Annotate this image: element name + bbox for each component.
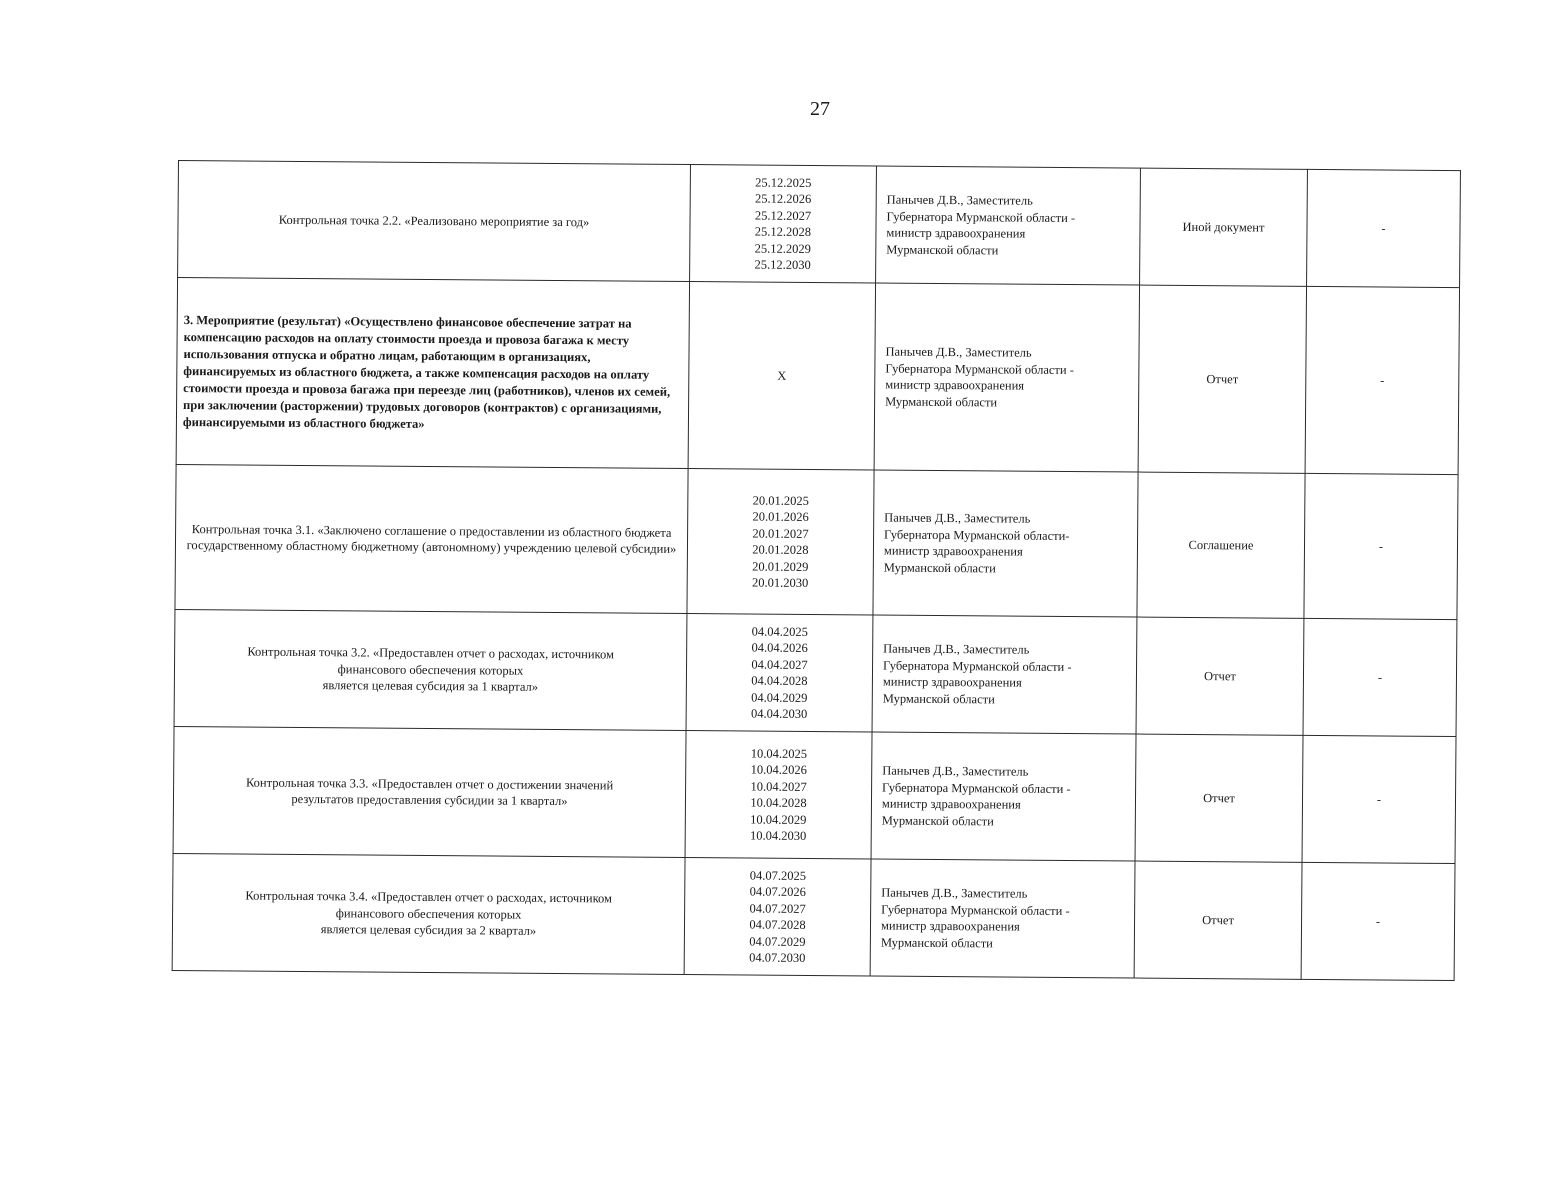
date: 25.12.2029 xyxy=(754,241,812,256)
event-name-cell: Контрольная точка 3.2. «Предоставлен отчет о расходах, источником финансового обеспечения которых является целевая субсидия за 1 квартал» xyxy=(174,609,687,730)
date: 04.04.2030 xyxy=(750,706,808,721)
extra-cell: - xyxy=(1302,735,1456,863)
date: 25.12.2025 xyxy=(755,175,812,190)
date: 10.04.2026 xyxy=(750,762,807,777)
date: 25.12.2030 xyxy=(754,257,811,272)
document-type-cell: Отчет xyxy=(1134,861,1302,979)
extra-cell: - xyxy=(1305,286,1459,474)
date: 04.07.2026 xyxy=(749,884,806,899)
date: 04.04.2028 xyxy=(751,673,808,688)
table-row xyxy=(178,161,1461,288)
responsible-cell: Панычев Д.В., Заместитель Губернатора Мурманской области - министр здравоохранения Мурманской области xyxy=(871,732,1136,861)
responsible-cell: Панычев Д.В., Заместитель Губернатора Мурманской области - министр здравоохранения Мурманской области xyxy=(874,283,1139,472)
date: 25.12.2027 xyxy=(754,208,812,223)
document-type-cell: Иной документ xyxy=(1140,168,1308,286)
date: 10.04.2028 xyxy=(750,795,807,810)
event-name-cell: Контрольная точка 3.3. «Предоставлен отчет о достижении значений результатов предоставления субсидии за 1 квартал» xyxy=(173,726,686,857)
date: 10.04.2027 xyxy=(750,779,807,794)
event-name-cell: Контрольная точка 2.2. «Реализовано мероприятие за год» xyxy=(178,161,691,282)
dates-cell: Х xyxy=(688,282,875,470)
event-name-cell: 3. Мероприятие (результат) «Осуществлено финансовое обеспечение затрат на компенсацию расходов на оплату стоимости проезда и провоза багажа к месту использования отпуска и обратно лицам, работающим в организациях, финансируемых из областного бюджета, а также компенсация расходов на оплату стоимости проезда и провоза багажа при переезде лиц (работников), членов их семей, при заключении (расторжении) трудовых договоров (контрактов) с организациями, финансируемыми из областного бюджета» xyxy=(176,278,689,469)
date: 25.12.2026 xyxy=(755,191,812,206)
table-row xyxy=(176,278,1459,475)
document-type-cell: Отчет xyxy=(1136,617,1304,735)
date: 04.07.2030 xyxy=(749,950,806,965)
extra-cell: - xyxy=(1301,862,1455,980)
table-row xyxy=(174,609,1457,736)
date: 10.04.2029 xyxy=(750,812,807,827)
date: 20.01.2027 xyxy=(752,526,809,541)
date: 04.07.2029 xyxy=(749,934,806,949)
extra-cell: - xyxy=(1304,473,1458,619)
date: 20.01.2025 xyxy=(752,493,810,508)
control-points-table-wrapper xyxy=(172,160,1460,981)
dates-cell xyxy=(690,165,877,283)
table-row xyxy=(172,853,1455,980)
responsible-cell: Панычев Д.В., Заместитель Губернатора Мурманской области - министр здравоохранения Мурманской области xyxy=(872,615,1137,734)
date: 10.04.2030 xyxy=(750,828,807,843)
date: 10.04.2025 xyxy=(750,746,808,761)
date: 20.01.2030 xyxy=(752,575,809,590)
event-name-cell: Контрольная точка 3.1. «Заключено соглашение о предоставлении из областного бюджета государственному областному бюджетному (автономному) учреждению целевой субсидии» xyxy=(175,464,688,613)
date: 04.07.2028 xyxy=(749,917,806,932)
event-name-cell: Контрольная точка 3.4. «Предоставлен отчет о расходах, источником финансового обеспечения которых является целевая субсидия за 2 квартал» xyxy=(172,853,685,974)
document-type-cell: Соглашение xyxy=(1137,472,1305,618)
table-row xyxy=(175,464,1458,619)
date: 04.04.2026 xyxy=(751,640,808,655)
date: 04.07.2027 xyxy=(749,901,806,916)
date: 20.01.2029 xyxy=(752,559,809,574)
date: 04.04.2027 xyxy=(751,657,808,672)
responsible-cell: Панычев Д.В., Заместитель Губернатора Мурманской области- министр здравоохранения Мурманской области xyxy=(873,470,1138,617)
dates-cell xyxy=(687,469,874,615)
page-number: 27 xyxy=(810,98,830,120)
table-row xyxy=(173,726,1456,863)
date: 04.07.2025 xyxy=(749,868,807,883)
date: 20.01.2026 xyxy=(752,509,809,524)
dates-cell xyxy=(686,614,873,732)
extra-cell: - xyxy=(1307,169,1461,287)
date: 20.01.2028 xyxy=(752,542,809,557)
date: 25.12.2028 xyxy=(754,224,812,239)
date: 04.04.2029 xyxy=(751,690,808,705)
responsible-cell: Панычев Д.В., Заместитель Губернатора Мурманской области - министр здравоохранения Мурманской области xyxy=(876,166,1141,285)
document-type-cell: Отчет xyxy=(1135,734,1303,862)
date: 04.04.2025 xyxy=(751,624,808,639)
dates-cell xyxy=(685,731,872,859)
responsible-cell: Панычев Д.В., Заместитель Губернатора Мурманской области - министр здравоохранения Мурманской области xyxy=(870,859,1135,978)
control-points-table xyxy=(172,160,1461,981)
dates-cell xyxy=(684,858,871,976)
extra-cell: - xyxy=(1303,618,1457,736)
document-type-cell: Отчет xyxy=(1138,285,1306,473)
